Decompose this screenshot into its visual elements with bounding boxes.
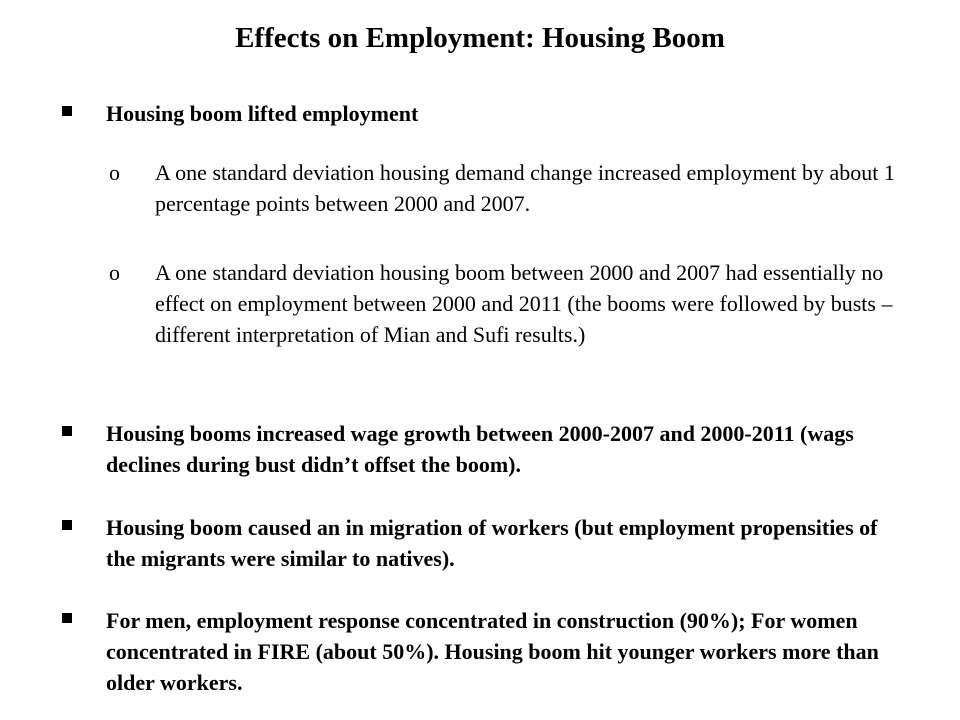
sub-bullet-marker: o bbox=[109, 260, 120, 285]
square-bullet-icon bbox=[62, 106, 72, 116]
sub-bullet-text: A one standard deviation housing boom between 2000 and 2007 had essentially no effect on employment between 2000 and 2011 (the booms were followed by busts – different interpretation of Mian and Sufi results.) bbox=[155, 260, 893, 347]
sub-bullet-marker: o bbox=[109, 160, 120, 185]
bullet-text: Housing boom caused an in migration of workers (but employment propensities of the migrants were similar to natives). bbox=[106, 515, 878, 571]
slide-title: Effects on Employment: Housing Boom bbox=[235, 22, 725, 54]
square-bullet-icon bbox=[62, 520, 72, 530]
bullet-text: Housing boom lifted employment bbox=[106, 101, 419, 126]
bullet-text: For men, employment response concentrated in construction (90%); For women concentrated in FIRE (about 50%). Housing boom hit younger workers more than older workers. bbox=[106, 608, 879, 695]
square-bullet-icon bbox=[62, 613, 72, 623]
square-bullet-icon bbox=[62, 426, 72, 436]
sub-bullet-text: A one standard deviation housing demand change increased employment by about 1 percentage points between 2000 and 2007. bbox=[155, 160, 895, 216]
bullet-text: Housing booms increased wage growth between 2000-2007 and 2000-2011 (wags declines during bust didn’t offset the boom). bbox=[106, 421, 854, 477]
